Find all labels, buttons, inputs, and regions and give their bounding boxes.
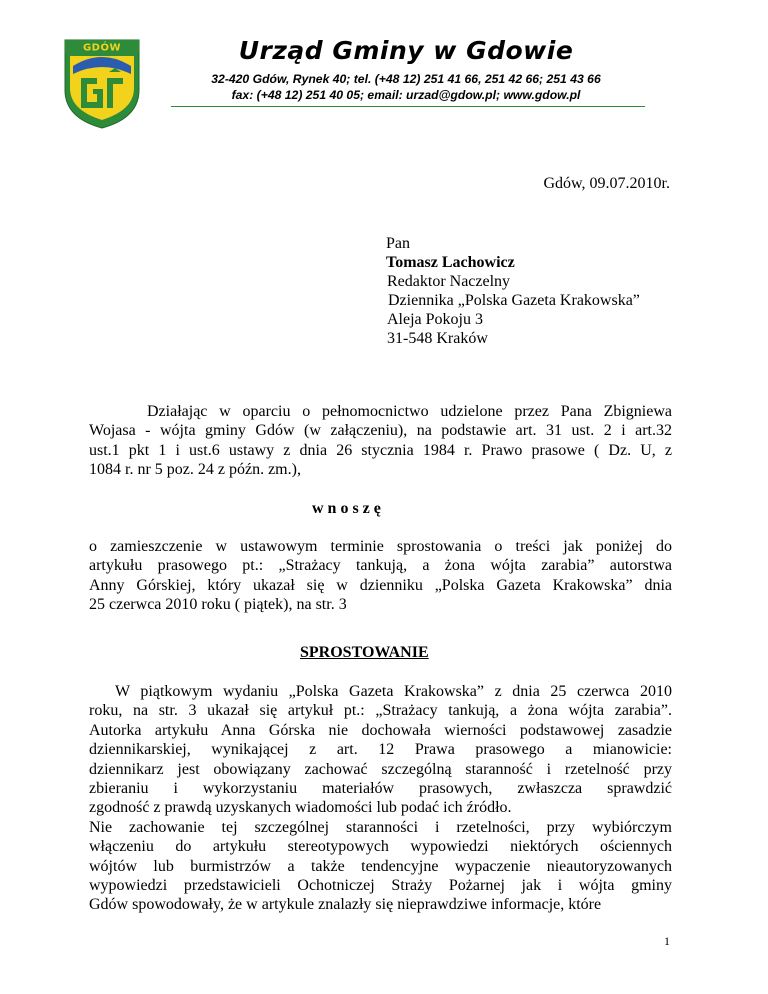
recipient-city: 31-548 Kraków: [387, 330, 488, 347]
paragraph-line: roku, na str. 3 ukazał się artykuł pt.: „Strażacy tankują, a żona wójta zarabia”.: [89, 702, 672, 720]
correction-heading: SPROSTOWANIE: [300, 644, 429, 661]
recipient-salutation: Pan: [386, 235, 410, 252]
paragraph-line: artykułu prasowego pt.: „Strażacy tankują, a żona wójta zarabia” autorstwa: [89, 557, 672, 575]
recipient-organization: Dziennika „Polska Gazeta Krakowska”: [388, 292, 640, 309]
office-contact-line: fax: (+48 12) 251 40 05; email: urzad@gdow.pl; www.gdow.pl: [231, 88, 581, 102]
paragraph-line: W piątkowym wydaniu „Polska Gazeta Krakowska” z dnia 25 czerwca 2010: [115, 683, 672, 700]
paragraph-line: zbieraniu i wykorzystaniu materiałów prasowych, zwłaszcza sprawdzić: [89, 780, 672, 798]
paragraph-line: Nie zachowanie tej szczególnej staranności i rzetelności, przy wybiórczym: [89, 818, 672, 836]
paragraph-line: zgodność z prawdą uzyskanych wiadomości lub podać ich źródło.: [89, 799, 512, 817]
paragraph-line: Anny Górskiej, który ukazał się w dzienniku „Polska Gazeta Krakowska” dnia: [89, 576, 672, 594]
request-paragraph: [89, 537, 672, 615]
paragraph-line: o zamieszczenie w ustawowym terminie sprostowania o treści jak poniżej do: [89, 538, 672, 555]
office-address-line: 32-420 Gdów, Rynek 40; tel. (+48 12) 251 41 66, 251 42 66; 251 43 66: [211, 72, 601, 86]
paragraph-line: ust.1 pkt 1 i ust.6 ustawy z dnia 26 stycznia 1984 r. Prawo prasowe ( Dz. U, z: [89, 441, 672, 459]
paragraph-line: 1084 r. nr 5 poz. 24 z późn. zm.),: [89, 461, 301, 479]
paragraph-line: 25 czerwca 2010 roku ( piątek), na str. 3: [89, 596, 347, 614]
paragraph-line: dziennikarz jest obowiązany zachować szczególną staranność i rzetelność przy: [89, 760, 672, 778]
office-name-heading: Urząd Gminy w Gdowie: [238, 36, 574, 65]
gdow-coat-of-arms-logo: [63, 38, 141, 130]
request-word: wnoszę: [312, 500, 385, 517]
paragraph-line: Gdów spowodowały, że w artykule znalazły się nieprawdziwe informacje, które: [89, 896, 602, 914]
page-number: 1: [664, 934, 670, 948]
paragraph-line: Działając w oparciu o pełnomocnictwo udzielone przez Pana Zbigniewa: [147, 403, 672, 420]
paragraph-line: włączeniu do artykułu stereotypowych wypowiedzi niektórych ościennych: [89, 838, 672, 856]
recipient-street: Aleja Pokoju 3: [387, 311, 483, 328]
recipient-name: Tomasz Lachowicz: [386, 254, 515, 271]
recipient-role: Redaktor Naczelny: [387, 273, 511, 290]
correction-paragraph: [89, 682, 672, 915]
paragraph-line: Autorka artykułu Anna Górska nie dochowała wierności podstawowej zasadzie: [89, 721, 672, 739]
paragraph-line: Wojasa - wójta gminy Gdów (w załączeniu), na podstawie art. 31 ust. 2 i art.32: [89, 422, 672, 440]
header-divider: [171, 106, 645, 107]
paragraph-line: wójtów lub burmistrzów a także tendencyjne wypaczenie nieautoryzowanych: [89, 857, 672, 875]
paragraph-line: wypowiedzi przedstawicieli Ochotniczej Straży Pożarnej jak i wójta gminy: [89, 877, 672, 895]
paragraph-line: dziennikarskiej, wynikającej z art. 12 Prawa prasowego a mianowicie:: [89, 741, 672, 759]
place-and-date: Gdów, 09.07.2010r.: [543, 175, 670, 192]
intro-paragraph: [89, 402, 672, 480]
svg-text:GDÓW: GDÓW: [82, 42, 122, 54]
